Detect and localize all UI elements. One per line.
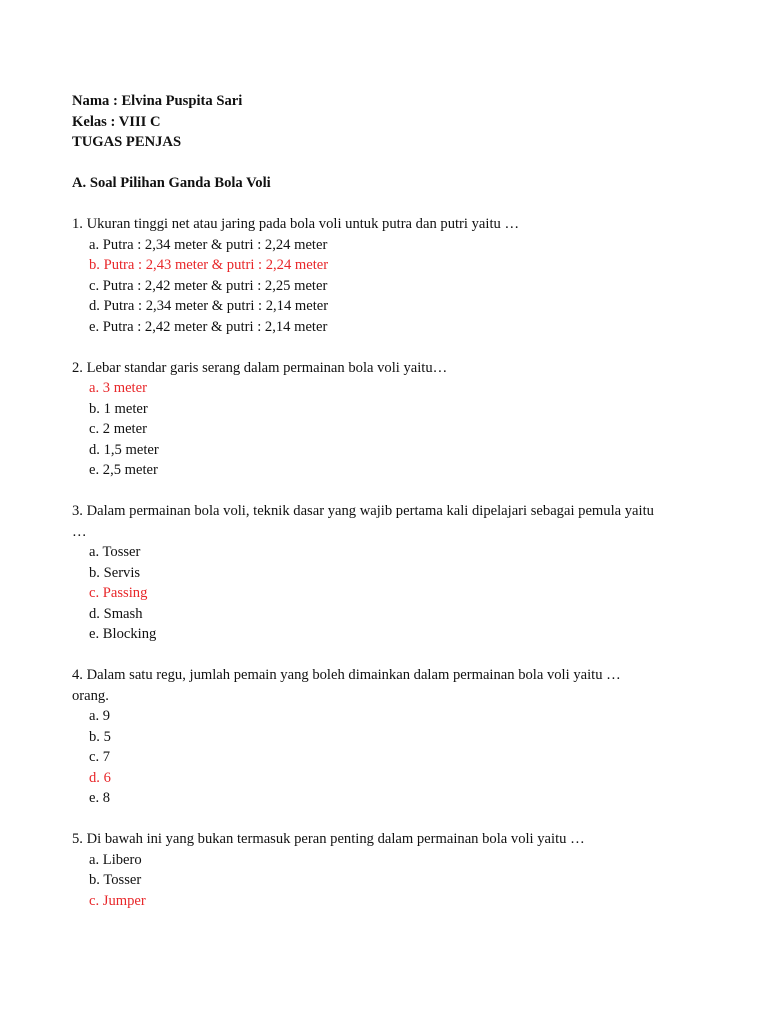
answer-option: b. 1 meter bbox=[89, 400, 148, 417]
answer-option: e. 8 bbox=[89, 790, 111, 806]
question-list bbox=[72, 214, 712, 911]
assignment-title: TUGAS PENJAS bbox=[72, 134, 182, 150]
answer-option-correct: a. 3 meter bbox=[89, 380, 147, 396]
spacer bbox=[72, 194, 712, 215]
answer-option: d. Putra : 2,34 meter & putri : 2,14 meter bbox=[89, 298, 329, 314]
answer-option: a. 9 bbox=[89, 708, 111, 724]
answer-option: e. Blocking bbox=[89, 626, 157, 642]
answer-option-correct: d. 6 bbox=[89, 769, 111, 786]
section-title: A. Soal Pilihan Ganda Bola Voli bbox=[72, 175, 271, 191]
answer-option: d. Smash bbox=[89, 605, 143, 622]
spacer bbox=[72, 153, 712, 174]
question-3 bbox=[72, 501, 712, 645]
answer-option: a. Putra : 2,34 meter & putri : 2,24 meter bbox=[89, 236, 328, 253]
answer-option: a. Tosser bbox=[89, 544, 141, 560]
answer-option: e. Putra : 2,42 meter & putri : 2,14 meter bbox=[89, 318, 328, 335]
question-text: 5. Di bawah ini yang bukan termasuk peran penting dalam permainan bola voli yaitu … bbox=[72, 831, 585, 847]
student-class: Kelas : VIII C bbox=[72, 113, 161, 130]
answer-option-correct: b. Putra : 2,43 meter & putri : 2,24 meter bbox=[89, 257, 329, 273]
question-2 bbox=[72, 358, 712, 481]
document-page bbox=[72, 91, 712, 911]
answer-option: b. 5 bbox=[89, 728, 111, 745]
answer-option: e. 2,5 meter bbox=[89, 462, 158, 478]
question-text-continued: orang. bbox=[72, 687, 109, 704]
answer-option: c. Putra : 2,42 meter & putri : 2,25 meter bbox=[89, 277, 328, 294]
answer-option-correct: c. Jumper bbox=[89, 892, 146, 909]
answer-option: b. Servis bbox=[89, 564, 141, 581]
question-text: 2. Lebar standar garis serang dalam permainan bola voli yaitu… bbox=[72, 359, 448, 376]
spacer bbox=[72, 645, 712, 666]
spacer bbox=[72, 481, 712, 502]
question-text: 3. Dalam permainan bola voli, teknik dasar yang wajib pertama kali dipelajari sebagai pemula yaitu bbox=[72, 503, 654, 519]
spacer bbox=[72, 809, 712, 830]
question-text-continued: … bbox=[72, 523, 87, 540]
student-name: Nama : Elvina Puspita Sari bbox=[72, 93, 243, 109]
question-text: 1. Ukuran tinggi net atau jaring pada bola voli untuk putra dan putri yaitu … bbox=[72, 216, 520, 232]
answer-option: c. 7 bbox=[89, 749, 111, 765]
question-1 bbox=[72, 214, 712, 337]
answer-option: a. Libero bbox=[89, 851, 142, 868]
answer-option-correct: c. Passing bbox=[89, 585, 148, 601]
answer-option: c. 2 meter bbox=[89, 421, 147, 437]
question-text: 4. Dalam satu regu, jumlah pemain yang boleh dimainkan dalam permainan bola voli yaitu … bbox=[72, 667, 621, 683]
question-5 bbox=[72, 829, 712, 911]
spacer bbox=[72, 337, 712, 358]
question-4 bbox=[72, 665, 712, 809]
answer-option: d. 1,5 meter bbox=[89, 441, 159, 458]
answer-option: b. Tosser bbox=[89, 872, 142, 888]
